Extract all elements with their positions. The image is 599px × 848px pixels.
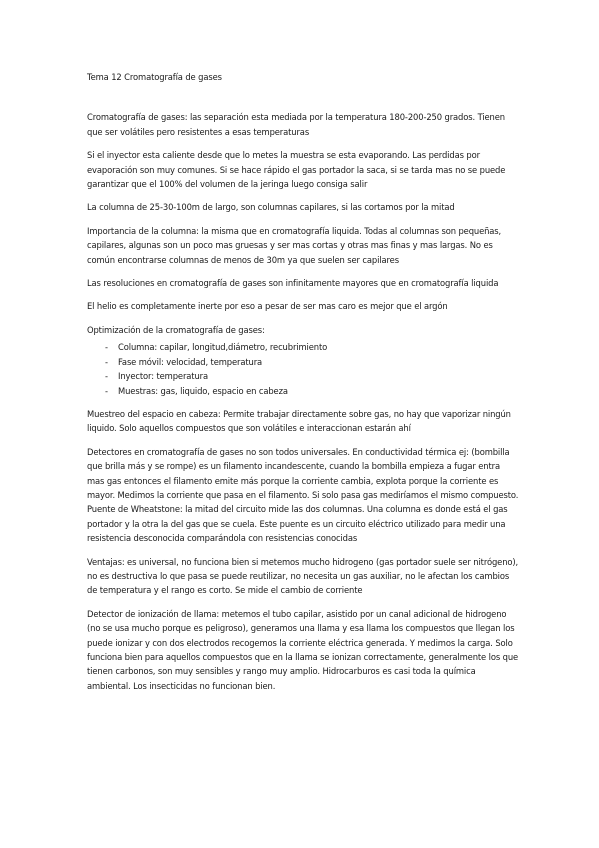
paragraph-headspace: Muestreo del espacio en cabeza: Permite trabajar directamente sobre gas, no hay que vaporizar ningún liquido. Solo aquellos compuestos que son volátiles e interaccionan estarán ahí (87, 408, 511, 434)
document-page (87, 70, 519, 702)
list-marker: - (105, 371, 108, 382)
paragraph-flame-ionization: Detector de ionización de llama: metemos el tubo capilar, asistido por un canal adicional de hidrogeno (no se usa mucho porque es peligroso), generamos una llama y esa llama los compuestos que llegan los puede ionizar y con dos electrodos recogemos la corriente eléctrica generada. Y medimos la carga. Solo funciona bien para aquellos compuestos que en la llama se ionizan correctamente, generalmente los que tienen carbonos, son muy sensibles y rango muy amplio. Hidrocarburos es casi toda la química ambiental. Los insecticidas no funcionan bien. (87, 608, 519, 691)
list-marker: - (105, 385, 108, 396)
list-item-text: Inyector: temperatura (118, 371, 208, 382)
paragraph-injector: Si el inyector esta caliente desde que lo metes la muestra se esta evaporando. Las perdidas por evaporación son muy comunes. Si se hace rápido el gas portador la saca, si se tarda mas no se puede garantizar que el 100% del volumen de la jeringa luego consiga salir (87, 150, 506, 190)
list-marker: - (105, 342, 108, 353)
paragraph-gas-chromatography-intro: Cromatografía de gases: las separación esta mediada por la temperatura 180-200-250 grados. Tienen que ser volátiles pero resistentes a esas temperaturas (87, 112, 505, 137)
list-item (87, 369, 519, 383)
optimization-list (87, 340, 519, 398)
paragraph-advantages: Ventajas: es universal, no funciona bien si metemos mucho hidrogeno (gas portador suele ser nitrógeno), no es destructiva lo que pasa se puede reutilizar, no necesita un gas auxiliar, no le afectan los cambios de temperatura y el rango es corto. Se mide el cambio de corriente (87, 556, 519, 596)
document-title: Tema 12 Cromatografía de gases (87, 72, 222, 82)
list-item-text: Muestras: gas, liquido, espacio en cabeza (118, 385, 288, 396)
list-item (87, 355, 519, 369)
paragraph-detectors: Detectores en cromatografía de gases no son todos universales. En conductividad térmica ej: (bombilla que brilla más y se rompe) es un filamento incandescente, cuando la bombilla empieza a fugar entra mas gas entonces el filamento emite más porque la corriente cambia, explota porque la corriente es mayor. Medimos la corriente que pasa en el filamento. Si solo pasa gas mediríamos el mismo compuesto. Puente de Wheatstone: la mitad del circuito mide las dos columnas. Una columna es donde está el gas portador y la otra la del gas que se cuela. Este puente es un circuito eléctrico utilizado para medir una resistencia desconocida comparándola con resistencias conocidas (87, 446, 519, 544)
list-item (87, 340, 519, 354)
list-marker: - (105, 356, 108, 367)
list-item-text: Fase móvil: velocidad, temperatura (118, 356, 263, 367)
list-item-text: Columna: capilar, longitud,diámetro, recubrimiento (118, 342, 328, 353)
list-item (87, 384, 519, 398)
paragraph-resolution: Las resoluciones en cromatografía de gases son infinitamente mayores que en cromatografía liquida (87, 278, 499, 289)
paragraph-helium: El helio es completamente inerte por eso a pesar de ser mas caro es mejor que el argón (87, 301, 448, 312)
paragraph-optimization-heading: Optimización de la cromatografía de gases: (87, 324, 265, 335)
paragraph-column-length: La columna de 25-30-100m de largo, son columnas capilares, si las cortamos por la mitad (87, 202, 455, 213)
paragraph-column-importance: Importancia de la columna: la misma que en cromatografía liquida. Todas al columnas son pequeñas, capilares, algunas son un poco mas gruesas y ser mas cortas y otras mas finas y mas largas. No es común encontrarse columnas de menos de 30m ya que suelen ser capilares (87, 225, 502, 265)
